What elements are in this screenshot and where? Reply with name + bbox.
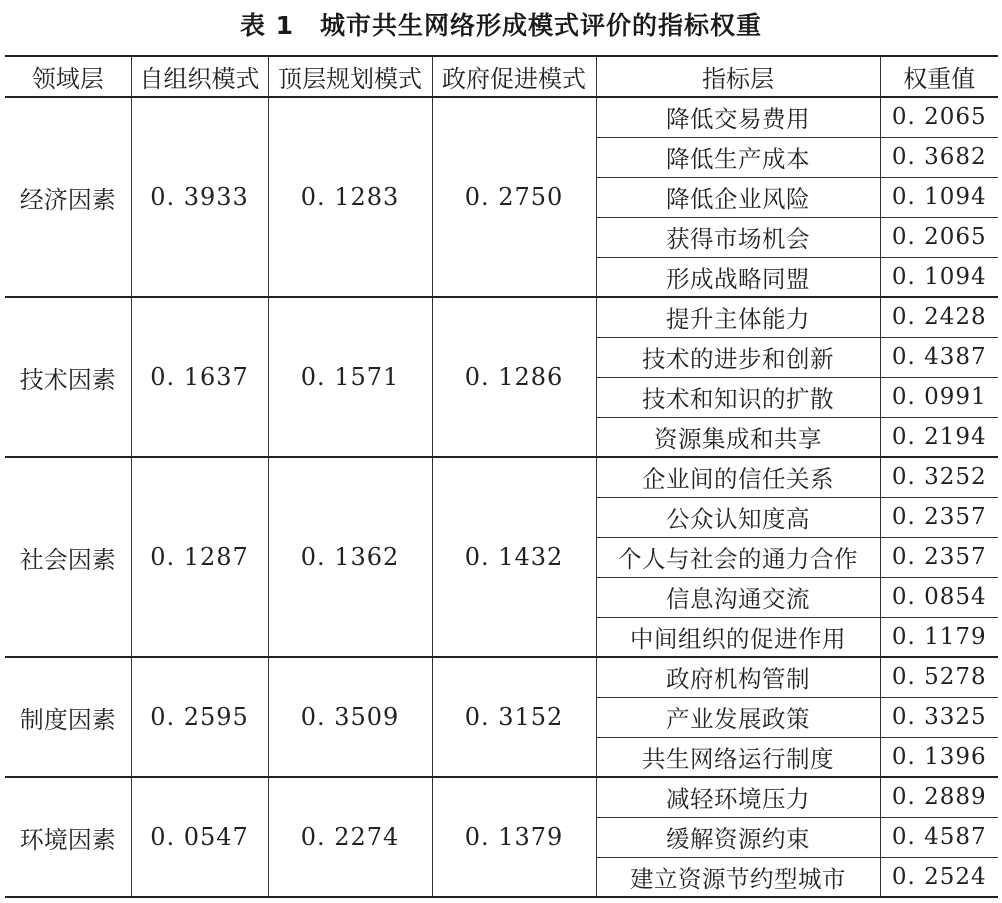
header-self-organizing: 自组织模式 bbox=[131, 56, 268, 97]
top-level-planning-weight-cell: 0. 1571 bbox=[268, 297, 432, 457]
table-row bbox=[5, 657, 998, 697]
indicator-weight-cell: 0. 2889 bbox=[880, 777, 998, 817]
indicator-weight-cell: 0. 2065 bbox=[880, 97, 998, 137]
domain-cell: 环境因素 bbox=[5, 777, 131, 897]
indicator-name-cell: 形成战略同盟 bbox=[596, 257, 880, 297]
table-row bbox=[5, 297, 998, 337]
indicator-name-cell: 技术的进步和创新 bbox=[596, 337, 880, 377]
table-row bbox=[5, 457, 998, 497]
indicator-weight-cell: 0. 2428 bbox=[880, 297, 998, 337]
domain-cell: 技术因素 bbox=[5, 297, 131, 457]
indicator-name-cell: 政府机构管制 bbox=[596, 657, 880, 697]
indicator-weight-cell: 0. 1094 bbox=[880, 257, 998, 297]
government-promotion-weight-cell: 0. 1379 bbox=[432, 777, 596, 897]
government-promotion-weight-cell: 0. 1286 bbox=[432, 297, 596, 457]
self-organizing-weight-cell: 0. 0547 bbox=[131, 777, 268, 897]
indicator-name-cell: 建立资源节约型城市 bbox=[596, 857, 880, 897]
government-promotion-weight-cell: 0. 3152 bbox=[432, 657, 596, 777]
header-weight: 权重值 bbox=[880, 56, 998, 97]
table-title: 城市共生网络形成模式评价的指标权重 bbox=[320, 11, 763, 40]
indicator-weight-cell: 0. 2194 bbox=[880, 417, 998, 457]
self-organizing-weight-cell: 0. 1637 bbox=[131, 297, 268, 457]
top-level-planning-weight-cell: 0. 3509 bbox=[268, 657, 432, 777]
indicator-name-cell: 产业发展政策 bbox=[596, 697, 880, 737]
indicator-name-cell: 缓解资源约束 bbox=[596, 817, 880, 857]
table-row bbox=[5, 777, 998, 817]
indicator-weight-cell: 0. 2524 bbox=[880, 857, 998, 897]
indicator-name-cell: 公众认知度高 bbox=[596, 497, 880, 537]
indicator-weight-cell: 0. 0991 bbox=[880, 377, 998, 417]
indicator-weight-cell: 0. 4587 bbox=[880, 817, 998, 857]
header-top-level-planning: 顶层规划模式 bbox=[268, 56, 432, 97]
indicator-weight-cell: 0. 1094 bbox=[880, 177, 998, 217]
self-organizing-weight-cell: 0. 2595 bbox=[131, 657, 268, 777]
indicator-name-cell: 信息沟通交流 bbox=[596, 577, 880, 617]
indicator-weight-cell: 0. 2357 bbox=[880, 497, 998, 537]
header-row bbox=[5, 56, 998, 97]
indicator-name-cell: 个人与社会的通力合作 bbox=[596, 537, 880, 577]
table-caption bbox=[0, 0, 1002, 52]
government-promotion-weight-cell: 0. 1432 bbox=[432, 457, 596, 657]
table-number: 表 1 bbox=[239, 11, 295, 40]
header-domain: 领域层 bbox=[5, 56, 131, 97]
domain-cell: 社会因素 bbox=[5, 457, 131, 657]
indicator-weight-cell: 0. 1396 bbox=[880, 737, 998, 777]
indicator-name-cell: 降低交易费用 bbox=[596, 97, 880, 137]
indicator-name-cell: 资源集成和共享 bbox=[596, 417, 880, 457]
indicator-weight-cell: 0. 4387 bbox=[880, 337, 998, 377]
indicator-weight-cell: 0. 2065 bbox=[880, 217, 998, 257]
indicator-weights-table bbox=[5, 55, 998, 898]
domain-cell: 制度因素 bbox=[5, 657, 131, 777]
table-row bbox=[5, 97, 998, 137]
indicator-name-cell: 降低企业风险 bbox=[596, 177, 880, 217]
domain-cell: 经济因素 bbox=[5, 97, 131, 297]
indicator-weight-cell: 0. 3682 bbox=[880, 137, 998, 177]
indicator-name-cell: 获得市场机会 bbox=[596, 217, 880, 257]
indicator-weight-cell: 0. 3252 bbox=[880, 457, 998, 497]
top-level-planning-weight-cell: 0. 1362 bbox=[268, 457, 432, 657]
indicator-name-cell: 中间组织的促进作用 bbox=[596, 617, 880, 657]
indicator-name-cell: 共生网络运行制度 bbox=[596, 737, 880, 777]
indicator-weight-cell: 0. 2357 bbox=[880, 537, 998, 577]
indicator-name-cell: 降低生产成本 bbox=[596, 137, 880, 177]
indicator-weight-cell: 0. 1179 bbox=[880, 617, 998, 657]
header-indicator: 指标层 bbox=[596, 56, 880, 97]
self-organizing-weight-cell: 0. 3933 bbox=[131, 97, 268, 297]
indicator-name-cell: 提升主体能力 bbox=[596, 297, 880, 337]
header-government-promotion: 政府促进模式 bbox=[432, 56, 596, 97]
indicator-name-cell: 减轻环境压力 bbox=[596, 777, 880, 817]
indicator-name-cell: 企业间的信任关系 bbox=[596, 457, 880, 497]
indicator-name-cell: 技术和知识的扩散 bbox=[596, 377, 880, 417]
self-organizing-weight-cell: 0. 1287 bbox=[131, 457, 268, 657]
top-level-planning-weight-cell: 0. 1283 bbox=[268, 97, 432, 297]
government-promotion-weight-cell: 0. 2750 bbox=[432, 97, 596, 297]
indicator-weight-cell: 0. 5278 bbox=[880, 657, 998, 697]
top-level-planning-weight-cell: 0. 2274 bbox=[268, 777, 432, 897]
indicator-weight-cell: 0. 3325 bbox=[880, 697, 998, 737]
table-body bbox=[5, 97, 998, 897]
indicator-weight-cell: 0. 0854 bbox=[880, 577, 998, 617]
